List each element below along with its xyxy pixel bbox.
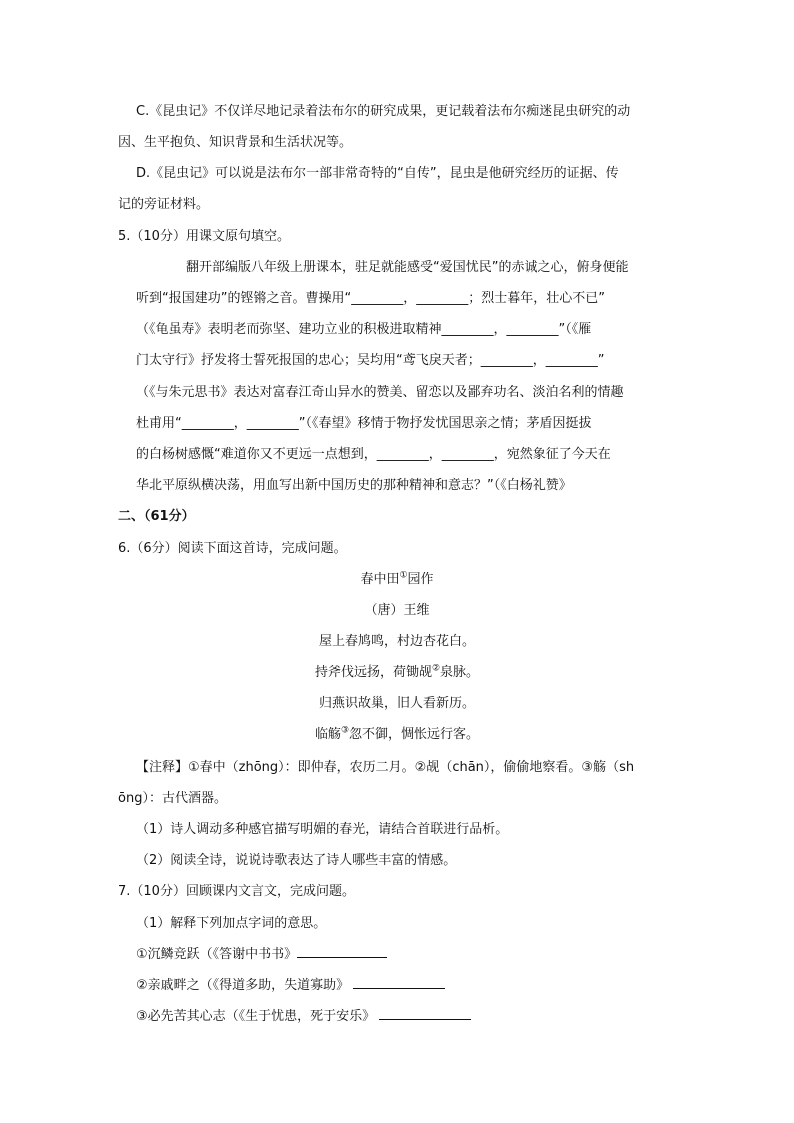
poem-notes-line2: ōng）：古代酒器。: [118, 791, 227, 806]
q4-option-c-line2: 因、生平抱负、知识背景和生活状况等。: [118, 135, 353, 150]
poem-line-4-note: ③: [340, 725, 350, 736]
q6-subquestion-1: （1）诗人调动多种感官描写明媚的春光，请结合首联进行品析。: [136, 822, 509, 837]
poem-author: （唐）王维: [364, 603, 430, 618]
q5-line-5: （《与朱元思书》表达对富春江奇山异水的赞美、留恋以及鄙弃功名、淡泊名利的情趣: [136, 385, 624, 400]
q7-heading: 7.（10分）回顾课内文言文，完成问题。: [118, 884, 355, 899]
q7-subquestion-1: （1）解释下列加点字词的意思。: [136, 916, 327, 931]
q7-item-2: [136, 976, 445, 996]
q5-line-3: （《龟虽寿》表明老而弥坚、建功立业的积极进取精神________，________”（《雁: [136, 322, 592, 337]
poem-title-note: ①: [399, 570, 408, 581]
poem-title-a: 春中田: [360, 572, 400, 587]
poem-line-2: [0, 663, 794, 683]
q6-heading: 6.（6分）阅读下面这首诗，完成问题。: [118, 541, 347, 556]
poem-line-3: 归燕识故巢，旧人看新历。: [318, 696, 475, 711]
poem-line-4b: 忽不御，惆怅远行客。: [349, 727, 480, 742]
q5-line-7: 的白杨树感慨“难道你又不更远一点想到，________，________，宛然象征了今天在: [136, 447, 611, 462]
poem-line-2a: 持斧伐远扬，荷锄觇: [314, 665, 432, 680]
answer-blank-1[interactable]: [297, 945, 387, 958]
poem-line-1: 屋上春鸠鸣，村边杏花白。: [318, 634, 475, 649]
section-two-heading: 二、（61分）: [118, 509, 195, 524]
q5-line-6: 杜甫用“________，________”（《春望》移情于物抒发忧国思亲之情；茅盾因挺拔: [136, 416, 592, 431]
q7-item-1: [136, 945, 387, 965]
answer-blank-2[interactable]: [353, 976, 445, 989]
q4-option-c-line1: C.《昆虫记》不仅详尽地记录着法布尔的研究成果，更记载着法布尔痴迷昆虫研究的动: [136, 104, 631, 119]
q5-line-8: 华北平原纵横决荡，用血写出新中国历史的那种精神和意志？”（《白杨礼赞》: [136, 478, 572, 493]
q7-item-2-text: ②亲戚畔之（《得道多助，失道寡助》: [136, 978, 350, 993]
q6-subquestion-2: （2）阅读全诗，说说诗歌表达了诗人哪些丰富的情感。: [136, 853, 457, 868]
poem-line-4: [0, 725, 794, 745]
answer-blank-3[interactable]: [379, 1007, 471, 1020]
q7-item-3: [136, 1007, 471, 1027]
q5-heading: 5.（10分）用课文原句填空。: [118, 229, 290, 244]
poem-title: [0, 570, 794, 590]
poem-line-2-note: ②: [431, 663, 441, 674]
poem-line-2b: 泉脉。: [440, 665, 480, 680]
q5-line-2: 听到“报国建功”的铿锵之音。曹操用“________，________；烈士暮年，壮心不已”: [136, 291, 605, 306]
q5-line-4: 门太守行》抒发将士誓死报国的忠心；吴均用“鸢飞戾天者；________，________”: [136, 353, 605, 368]
q7-item-1-text: ①沉鳞竞跃（《答谢中书书》: [136, 947, 298, 962]
poem-title-b: 园作: [407, 572, 434, 587]
poem-notes-line1: 【注释】①春中（zhōng）：即仲春，农历二月。②觇（chān），偷偷地察看。③觞（sh: [136, 760, 635, 775]
poem-line-4a: 临觞: [314, 727, 341, 742]
q4-option-d-line1: D.《昆虫记》可以说是法布尔一部非常奇特的“自传”，昆虫是他研究经历的证据、传: [136, 166, 619, 181]
q7-item-3-text: ③必先苦其心志（《生于忧患，死于安乐》: [136, 1009, 376, 1024]
q4-option-d-line2: 记的旁证材料。: [118, 197, 210, 212]
q5-line-1: 翻开部编版八年级上册课本，驻足就能感受“爱国忧民”的赤诚之心，俯身便能: [186, 260, 629, 275]
